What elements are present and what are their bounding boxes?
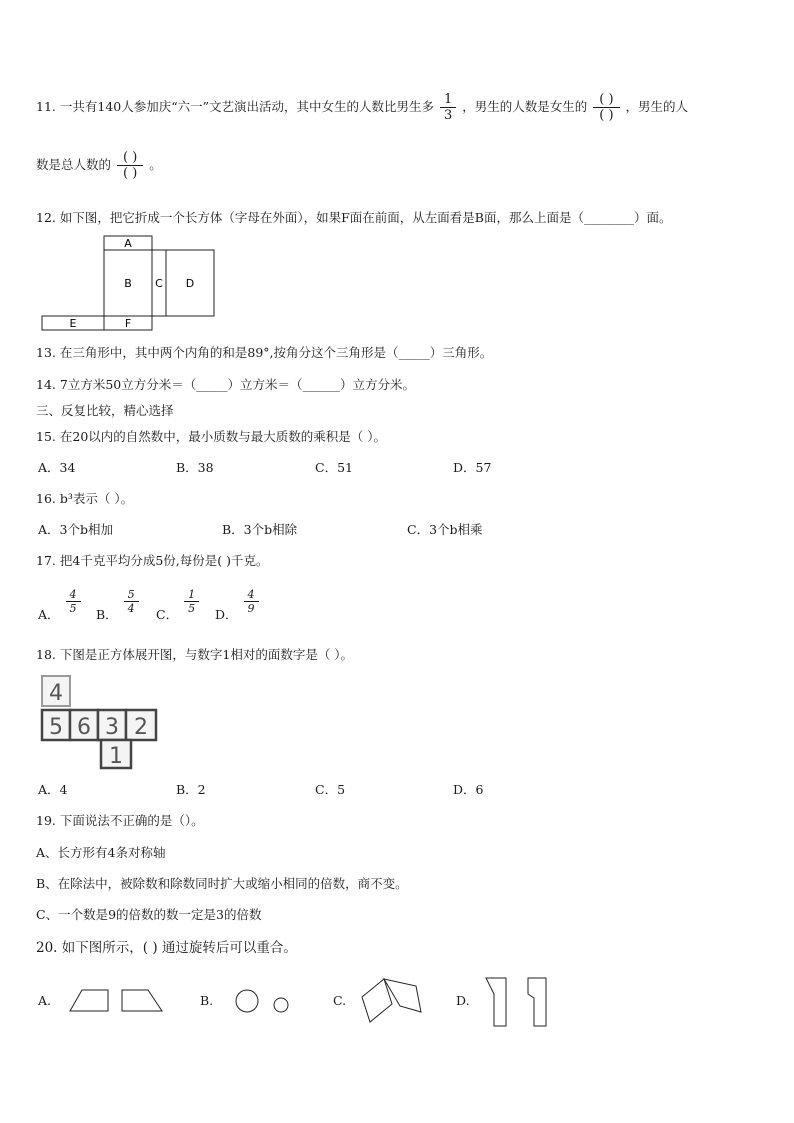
net-face-d: D xyxy=(185,277,195,290)
question-number: 18. xyxy=(36,647,56,662)
answer-blank-fraction[interactable] xyxy=(117,150,143,181)
option-label: C． xyxy=(156,607,179,622)
option-label: A． xyxy=(38,607,60,622)
option-c[interactable]: C．3个b相乘 xyxy=(407,522,483,537)
option-b[interactable]: B、在除法中，被除数和除数同时扩大或缩小相同的倍数，商不变。 xyxy=(36,876,408,891)
question-19 xyxy=(36,811,204,829)
question-text: 在三角形中，其中两个内角的和是89°,按角分这个三角形是（_____）三角形。 xyxy=(59,345,493,360)
option-a[interactable]: A、长方形有4条对称轴 xyxy=(36,845,166,860)
option-c[interactable]: C. xyxy=(333,993,347,1008)
net-face-a: A xyxy=(124,237,132,250)
question-11-cont xyxy=(36,150,162,181)
fraction-denominator: 3 xyxy=(444,108,453,123)
blank-denominator: ( ) xyxy=(123,166,138,181)
option-d[interactable]: D．57 xyxy=(453,460,492,475)
blank-numerator: ( ) xyxy=(123,150,138,165)
option-a[interactable]: A．34 xyxy=(38,460,76,475)
fraction-numerator: 1 xyxy=(188,588,196,601)
option-b[interactable]: B．3个b相除 xyxy=(222,522,298,537)
option-b[interactable] xyxy=(96,588,141,623)
question-number: 19. xyxy=(36,813,56,828)
fraction-numerator: 4 xyxy=(69,588,77,601)
question-12 xyxy=(36,208,672,226)
fraction-numerator: 1 xyxy=(444,92,453,107)
cube-face-4: 4 xyxy=(49,681,63,706)
option-c[interactable]: C．51 xyxy=(315,460,353,475)
question-text: ，男生的人 xyxy=(625,99,689,114)
option-c[interactable] xyxy=(156,588,201,623)
question-text: 一共有140人参加庆“六一”文艺演出活动，其中女生的人数比男生多 xyxy=(59,99,435,114)
option-label: B． xyxy=(96,607,118,622)
cube-face-1: 1 xyxy=(109,744,123,769)
question-20 xyxy=(36,936,297,956)
question-text: b³表示（ ）。 xyxy=(59,491,134,506)
question-text: ，男生的人数是女生的 xyxy=(462,99,588,114)
cube-face-6: 6 xyxy=(77,715,91,740)
option-b[interactable]: B. xyxy=(200,993,214,1008)
option-a[interactable]: A．4 xyxy=(38,782,68,797)
option-fraction xyxy=(124,588,139,615)
fraction-one-third xyxy=(440,92,456,123)
blank-denominator: ( ) xyxy=(599,108,614,123)
question-17 xyxy=(36,551,268,569)
question-text: 下图是正方体展开图，与数字1相对的面数字是（ ）。 xyxy=(59,647,354,662)
question-15 xyxy=(36,427,386,445)
circle-pair-figure xyxy=(232,987,292,1017)
option-a[interactable]: A．3个b相加 xyxy=(38,522,113,537)
question-text: 下面说法不正确的是（）。 xyxy=(59,813,204,828)
question-text: 把4千克平均分成5份,每份是( )千克。 xyxy=(59,553,269,568)
quadrilateral-pair-figure xyxy=(360,976,424,1026)
question-number: 15. xyxy=(36,429,56,444)
question-number: 14. xyxy=(36,377,56,392)
question-number: 17. xyxy=(36,553,56,568)
option-b[interactable]: B．38 xyxy=(176,460,214,475)
fraction-numerator: 5 xyxy=(127,588,135,601)
net-face-e: E xyxy=(69,317,77,330)
option-fraction xyxy=(66,588,81,615)
fraction-denominator: 4 xyxy=(127,602,135,615)
question-number: 13. xyxy=(36,345,56,360)
net-face-f: F xyxy=(124,317,132,330)
question-text: 数是总人数的 xyxy=(36,157,112,172)
section-heading: 三、反复比较，精心选择 xyxy=(36,403,174,418)
net-face-c: C xyxy=(155,277,163,290)
cube-face-2: 2 xyxy=(134,715,148,740)
question-number: 12. xyxy=(36,210,56,225)
fraction-denominator: 5 xyxy=(188,602,196,615)
question-number: 11. xyxy=(36,99,56,114)
option-c[interactable]: C、一个数是9的倍数的数一定是3的倍数 xyxy=(36,907,262,922)
fraction-denominator: 5 xyxy=(69,602,77,615)
fraction-denominator: 9 xyxy=(247,602,255,615)
cube-face-5: 5 xyxy=(49,715,63,740)
answer-blank-fraction[interactable] xyxy=(593,92,619,123)
option-a[interactable]: A. xyxy=(38,993,52,1008)
option-b[interactable]: B．2 xyxy=(176,782,206,797)
option-c[interactable]: C．5 xyxy=(315,782,346,797)
option-a[interactable] xyxy=(38,588,83,623)
question-14 xyxy=(36,375,415,393)
net-face-b: B xyxy=(124,277,132,290)
question-text: 。 xyxy=(149,157,162,172)
question-number: 16. xyxy=(36,491,56,506)
question-16 xyxy=(36,489,133,507)
option-d[interactable]: D. xyxy=(456,993,470,1008)
question-18 xyxy=(36,645,353,663)
option-d[interactable] xyxy=(215,588,261,623)
question-13 xyxy=(36,343,492,361)
trapezoid-pair-figure xyxy=(66,988,166,1016)
question-text: 7立方米50立方分米＝（_____）立方米＝（______）立方分米。 xyxy=(59,377,415,392)
question-number: 20. xyxy=(36,940,58,956)
option-label: D． xyxy=(215,607,238,622)
option-d[interactable]: D．6 xyxy=(453,782,484,797)
cube-face-3: 3 xyxy=(105,715,119,740)
cube-net-diagram xyxy=(40,674,165,772)
option-fraction xyxy=(244,588,259,615)
option-fraction xyxy=(184,588,199,615)
question-text: 如下图，把它折成一个长方体（字母在外面），如果F面在前面，从左面看是B面，那么上面是（________）面。 xyxy=(59,210,672,225)
question-text: 在20以内的自然数中，最小质数与最大质数的乘积是（ ）。 xyxy=(59,429,387,444)
question-11 xyxy=(36,92,688,123)
question-text: 如下图所示，( ) 通过旋转后可以重合。 xyxy=(61,940,297,956)
l-shape-pair-figure xyxy=(484,976,554,1030)
cuboid-net-diagram xyxy=(40,236,240,332)
blank-numerator: ( ) xyxy=(599,92,614,107)
fraction-numerator: 4 xyxy=(247,588,255,601)
